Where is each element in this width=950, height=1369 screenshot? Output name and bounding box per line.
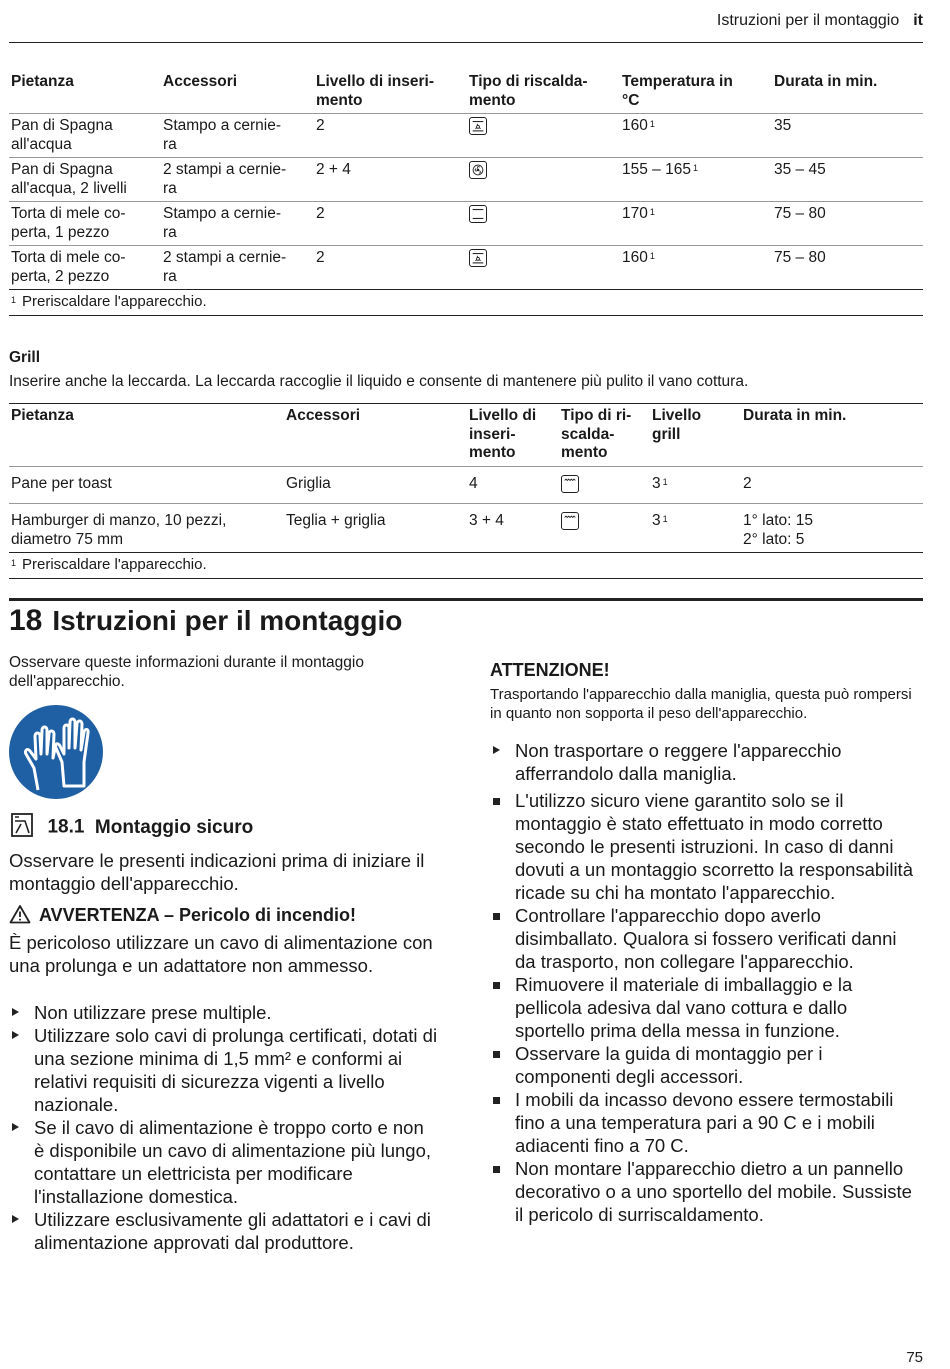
caution-title: ATTENZIONE! [490, 660, 610, 680]
list-item: Osservare la guida di montaggio per i componenti degli accessori. [490, 1042, 922, 1088]
3d-hot-air-icon [469, 161, 487, 179]
grill-icon [561, 512, 579, 530]
accessory-cell: Stampo a cernie- ra [161, 114, 314, 158]
caution-text: Trasportando l'apparecchio dalla maniglia, questa può rompersi in quanto non sopporta il peso dell'apparecchio. [490, 686, 912, 722]
heating-cell [559, 504, 650, 553]
accessory-cell: Stampo a cernie- ra [161, 202, 314, 246]
hot-air-gentle-icon [469, 249, 487, 267]
section-intro: Osservare queste informazioni durante il montaggio dell'apparecchio. [9, 654, 364, 690]
time-cell: 35 [772, 114, 923, 158]
col-header: Pietanza [11, 73, 74, 90]
time-cell: 2 [741, 466, 923, 504]
heating-cell [467, 202, 620, 246]
col-header: Pietanza [11, 407, 74, 424]
col-header: Livello grill [652, 407, 702, 443]
warning-steps [9, 1001, 439, 1254]
table-footnote: $^1$ Preriscaldare l'apparecchio. [9, 553, 923, 579]
heating-cell [467, 114, 620, 158]
accessory-cell: 2 stampi a cernie- ra [161, 246, 314, 290]
dish-cell: Torta di mele co- perta, 1 pezzo [9, 202, 161, 246]
time-cell: 35 – 45 [772, 158, 923, 202]
level-cell: 2 [314, 246, 467, 290]
list-item: Utilizzare esclusivamente gli adattatori e i cavi di alimentazione approvati dal produttore. [9, 1208, 439, 1254]
temperature-cell: 160 $^1$ [620, 246, 772, 290]
dish-cell: Pan di Spagna all'acqua, 2 livelli [9, 158, 161, 202]
table-row [9, 202, 923, 246]
grill-icon [561, 475, 579, 493]
accessory-cell: Teglia + griglia [284, 504, 467, 553]
top-bottom-heat-icon [469, 205, 487, 223]
grill-table [9, 407, 923, 579]
list-item: Se il cavo di alimentazione è troppo corto e non è disponibile un cavo di alimentazione più lungo, contattare un elettricista per modificare l'installazione domestica. [9, 1116, 439, 1208]
list-item: Controllare l'apparecchio dopo averlo disimballato. Qualora si fossero verificati danni da trasporto, non collegare l'apparecchio. [490, 904, 922, 973]
section-rule [9, 598, 923, 601]
subsection-heading [9, 812, 429, 843]
subsection-number: 18.1 [47, 816, 85, 838]
grill-level-cell: 3 $^1$ [650, 466, 741, 504]
level-cell: 2 [314, 114, 467, 158]
table-header [9, 407, 923, 463]
table-header [9, 73, 923, 110]
dish-cell: Torta di mele co- perta, 2 pezzo [9, 246, 161, 290]
level-cell: 2 + 4 [314, 158, 467, 202]
time-cell: 1° lato: 15 2° lato: 5 [741, 504, 923, 553]
running-header [717, 12, 923, 30]
list-item: L'utilizzo sicuro viene garantito solo se il montaggio è stato effettuato in modo corretto secondo le presenti istruzioni. In caso di danni dovuti a un montaggio scorretto la responsabilità ricade su chi ha montato l'apparecchio. [490, 789, 922, 904]
dish-cell: Pane per toast [9, 466, 284, 504]
col-header: Durata in min. [743, 407, 847, 424]
page-number: 75 [906, 1349, 923, 1366]
section-heading [9, 604, 402, 638]
dish-cell: Hamburger di manzo, 10 pezzi, diametro 75 mm [9, 504, 284, 553]
hot-air-gentle-icon [469, 117, 487, 135]
temperature-cell: 170 $^1$ [620, 202, 772, 246]
section-title: Istruzioni per il montaggio [52, 605, 403, 636]
subsection-title: Montaggio sicuro [94, 816, 254, 838]
list-item: Non utilizzare prese multiple. [9, 1001, 439, 1024]
list-item: Non trasportare o reggere l'apparecchio afferrandolo dalla maniglia. [490, 739, 922, 785]
warning-text: È pericoloso utilizzare un cavo di alimentazione con una prolunga e un adattatore non ammesso. [9, 932, 433, 976]
warning-title: AVVERTENZA – Pericolo di incendio! [39, 905, 357, 925]
accessory-cell: 2 stampi a cernie- ra [161, 158, 314, 202]
temperature-cell: 160 $^1$ [620, 114, 772, 158]
level-cell: 2 [314, 202, 467, 246]
baking-table [9, 73, 923, 316]
col-header: Livello di inseri- mento [469, 407, 537, 461]
level-cell: 4 [467, 466, 559, 504]
list-item: I mobili da incasso devono essere termostabili fino a una temperatura pari a 90 C e i mobili adiacenti fino a 70 C. [490, 1088, 922, 1157]
table-row [9, 246, 923, 290]
warning-heading [9, 904, 439, 929]
time-cell: 75 – 80 [772, 246, 923, 290]
table-footnote: $^1$ Preriscaldare l'apparecchio. [9, 290, 923, 316]
table-row [9, 504, 923, 553]
header-section: Istruzioni per il montaggio [716, 12, 900, 29]
grill-intro: Inserire anche la leccarda. La leccarda raccoglie il liquido e consente di mantenere più pulito il vano cottura. [9, 373, 749, 390]
list-item: Utilizzare solo cavi di prolunga certificati, dotati di una sezione minima di 1,5 mm² e conformi ai relativi requisiti di sicurezza vigenti a livello nazionale. [9, 1024, 439, 1116]
temperature-cell: 155 – 165 $^1$ [620, 158, 772, 202]
time-cell: 75 – 80 [772, 202, 923, 246]
list-item: Non montare l'apparecchio dietro a un pannello decorativo o a uno sportello del mobile. Sussiste il pericolo di surriscaldamento. [490, 1157, 922, 1226]
level-cell: 3 + 4 [467, 504, 559, 553]
caution-steps [490, 739, 922, 785]
warning-triangle-icon [9, 904, 31, 929]
heating-cell [559, 466, 650, 504]
col-header: Tipo di riscalda- mento [469, 73, 588, 109]
col-header: Tipo di ri- scalda- mento [561, 407, 632, 461]
grill-table-top-rule [9, 403, 923, 404]
col-header: Temperatura in °C [622, 73, 733, 109]
subsection-intro: Osservare le presenti indicazioni prima di iniziare il montaggio dell'apparecchio. [9, 850, 425, 894]
section-number: 18 [9, 604, 43, 637]
col-header: Accessori [286, 407, 361, 424]
grill-level-cell: 3 $^1$ [650, 504, 741, 553]
table-row [9, 114, 923, 158]
heating-cell [467, 246, 620, 290]
col-header: Accessori [163, 73, 238, 90]
grill-title: Grill [9, 349, 41, 366]
heating-cell [467, 158, 620, 202]
col-header: Livello di inseri- mento [316, 73, 434, 109]
safety-list [490, 789, 922, 1226]
manual-book-icon [9, 812, 35, 843]
gloves-pictogram [8, 704, 104, 800]
table-row [9, 158, 923, 202]
table-row [9, 466, 923, 504]
col-header: Durata in min. [774, 73, 878, 90]
dish-cell: Pan di Spagna all'acqua [9, 114, 161, 158]
accessory-cell: Griglia [284, 466, 467, 504]
header-lang: it [913, 12, 923, 29]
list-item: Rimuovere il materiale di imballaggio e la pellicola adesiva dal vano cottura e dallo sportello prima della messa in funzione. [490, 973, 922, 1042]
header-rule [9, 42, 923, 43]
